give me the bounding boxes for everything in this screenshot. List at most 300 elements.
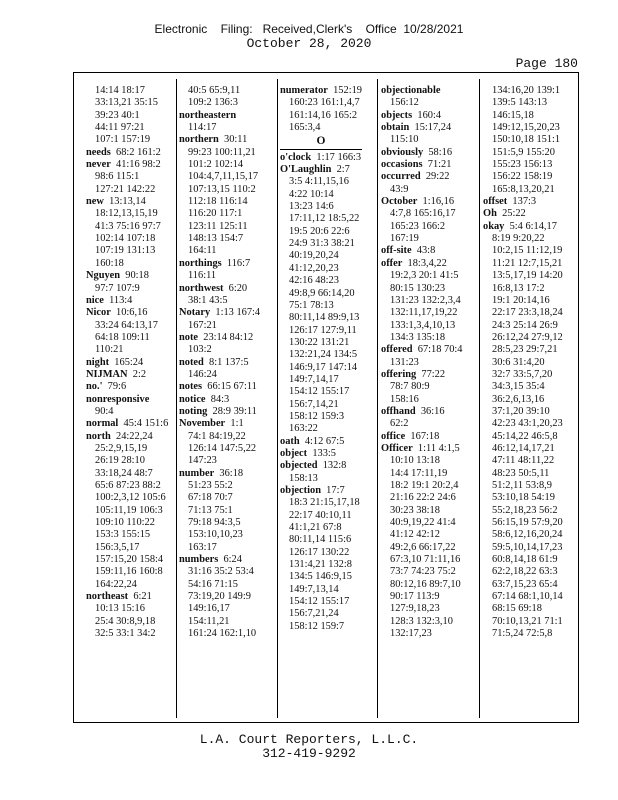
page-line-refs: 40:19,20,24 — [289, 250, 339, 262]
index-word: Nicor — [86, 307, 111, 319]
page-line-refs: 151:5,9 155:20 — [492, 146, 555, 158]
page-line-refs: 34:3,15 35:4 — [492, 381, 545, 393]
page-line-refs: 70:10,13,21 71:1 — [492, 615, 563, 627]
index-word: nonresponsive — [86, 393, 150, 405]
index-entry-continuation — [483, 171, 575, 183]
index-entry-continuation — [381, 529, 477, 541]
page-line-refs: 161:14,16 165:2 — [289, 109, 358, 121]
page-line-refs: 90:17 113:9 — [390, 591, 440, 603]
index-entry-continuation — [280, 411, 376, 423]
index-entry-continuation — [280, 497, 376, 509]
page-line-refs: 78:7 80:9 — [390, 381, 430, 393]
page-line-refs: 25:2,9,15,19 — [95, 442, 148, 454]
page-line-refs: 28:5,23 29:7,21 — [492, 344, 558, 356]
index-entry-continuation — [483, 134, 575, 146]
index-entry-continuation — [381, 394, 477, 406]
page-line-refs: 45:4 151:6 — [118, 418, 169, 430]
page-line-refs: 68:15 69:18 — [492, 603, 542, 615]
index-entry-continuation — [280, 374, 376, 386]
index-word: never — [86, 159, 111, 171]
page-line-refs: 2:7 — [331, 164, 350, 176]
page-line-refs: 133:1,3,4,10,13 — [390, 319, 456, 331]
page-line-refs: 19:2,3 20:1 41:5 — [390, 270, 459, 282]
index-entry-continuation — [86, 468, 174, 480]
page-line-refs: 158:12 159:3 — [289, 410, 345, 422]
index-entry-continuation — [280, 362, 376, 374]
page-line-refs: 156:7,21,24 — [289, 608, 339, 620]
page-line-refs: 155:23 156:13 — [492, 159, 553, 171]
page-line-refs: 100:2,3,12 105:6 — [95, 492, 166, 504]
index-entry-continuation — [86, 283, 174, 295]
index-word: Nguyen — [86, 270, 121, 282]
page-line-refs: 66:15 67:11 — [202, 381, 257, 393]
index-entry-continuation — [179, 505, 273, 517]
index-word: offer — [381, 257, 403, 269]
index-entry-continuation — [179, 603, 273, 615]
page-line-refs: 80:11,14 89:9,13 — [289, 312, 360, 324]
index-entry-continuation — [280, 534, 376, 546]
page-line-refs: 67:18 70:4 — [412, 344, 463, 356]
page-line-refs: 16:8,13 17:2 — [492, 282, 545, 294]
page-line-refs: 115:10 — [390, 134, 419, 146]
index-word: normal — [86, 418, 119, 430]
index-word: numerator — [280, 85, 328, 96]
page-line-refs: 67:3,10 71:11,16 — [390, 554, 461, 566]
index-entry-continuation — [179, 566, 273, 578]
index-entry-continuation — [280, 312, 376, 324]
index-word: Oh — [483, 208, 497, 220]
page-line-refs: 41:12 42:12 — [390, 529, 440, 541]
index-entry-continuation — [179, 492, 273, 504]
index-entry-continuation — [280, 584, 376, 596]
page-line-refs: 160:4 — [412, 109, 442, 121]
index-entry-continuation — [280, 110, 376, 122]
index-entry-continuation — [483, 307, 575, 319]
index-entry-continuation — [483, 270, 575, 282]
page-line-refs: 33:13,21 35:15 — [95, 97, 158, 109]
index-word: noting — [179, 405, 208, 417]
index-entry-continuation — [483, 406, 575, 418]
page-line-refs: 131:4,21 132:8 — [289, 559, 352, 571]
index-entry-continuation — [483, 344, 575, 356]
index-entry-continuation — [483, 245, 575, 257]
page-line-refs: 127:21 142:22 — [95, 183, 156, 195]
page-line-refs: 15:17,24 — [409, 122, 452, 134]
index-entry-continuation — [179, 196, 273, 208]
page-line-refs: 158:16 — [390, 393, 419, 405]
index-entry — [381, 406, 477, 418]
page-line-refs: 74:1 84:19,22 — [188, 430, 246, 442]
page-line-refs: 6:21 — [128, 591, 152, 603]
index-word: occasions — [381, 159, 423, 171]
index-entry — [280, 164, 376, 176]
page-line-refs: 13:23 14:6 — [289, 201, 334, 213]
index-entry — [381, 196, 477, 208]
index-column-5 — [483, 85, 575, 718]
page-line-refs: 1:17 166:3 — [311, 151, 362, 163]
page-line-refs: 42:23 43:1,20,23 — [492, 418, 563, 430]
page-line-refs: 58:6,12,16,20,24 — [492, 529, 563, 541]
page-line-refs: 30:11 — [218, 134, 248, 146]
index-entry-continuation — [86, 320, 174, 332]
page-line-refs: 116:7 — [221, 257, 251, 269]
index-entry-continuation — [381, 208, 477, 220]
index-entry — [86, 394, 174, 406]
index-entry — [86, 147, 174, 159]
page-line-refs: 130:22 131:21 — [289, 336, 350, 348]
index-entry — [86, 591, 174, 603]
index-entry-continuation — [381, 97, 477, 109]
page-line-refs: 36:16 — [415, 405, 445, 417]
index-entry-continuation — [280, 571, 376, 583]
column-divider — [277, 79, 278, 718]
index-word: nice — [86, 294, 104, 306]
page-line-refs: 18:3 21:15,17,18 — [289, 497, 360, 509]
page-line-refs: 147:23 — [188, 455, 217, 467]
page-line-refs: 79:18 94:3,5 — [188, 517, 241, 529]
index-entry-continuation — [381, 357, 477, 369]
page-line-refs: 153:3 155:15 — [95, 529, 151, 541]
page-line-refs: 158:12 159:7 — [289, 620, 345, 632]
page-line-refs: 40:9,19,22 41:4 — [390, 517, 456, 529]
index-entry — [86, 357, 174, 369]
court-reporter-phone: 312-419-9292 — [262, 746, 356, 761]
page-line-refs: 42:16 48:23 — [289, 275, 339, 287]
page-line-refs: 132:21,24 134:5 — [289, 349, 358, 361]
index-entry-continuation — [86, 184, 174, 196]
index-entry-continuation — [483, 97, 575, 109]
index-entry-continuation — [179, 542, 273, 554]
page-line-refs: 149:16,17 — [188, 603, 230, 615]
page-line-refs: 131:23 — [390, 356, 419, 368]
index-entry-continuation — [86, 97, 174, 109]
page-line-refs: 17:7 — [320, 485, 345, 496]
page-line-refs: 10:10 13:18 — [390, 455, 440, 467]
page-line-refs: 54:16 71:15 — [188, 578, 238, 590]
index-entry — [381, 431, 477, 443]
index-entry — [86, 159, 174, 171]
index-entry-continuation — [86, 505, 174, 517]
page-line-refs: 146:15,18 — [492, 109, 534, 121]
index-entry-continuation — [381, 542, 477, 554]
index-entry-continuation — [86, 208, 174, 220]
index-entry — [280, 460, 376, 472]
page-line-refs: 22:17 23:3,18,24 — [492, 307, 563, 319]
page-line-refs: 21:16 22:2 24:6 — [390, 492, 456, 504]
index-entry — [86, 295, 174, 307]
index-entry-continuation — [280, 325, 376, 337]
page-line-refs: 126:14 147:5,22 — [188, 442, 257, 454]
index-entry-continuation — [179, 579, 273, 591]
page-line-refs: 165:24 — [109, 356, 144, 368]
index-entry-continuation — [86, 344, 174, 356]
index-entry-continuation — [179, 147, 273, 159]
page-line-refs: 107:13,15 110:2 — [188, 183, 256, 195]
index-entry-continuation — [381, 554, 477, 566]
page-line-refs: 134:5 146:9,15 — [289, 571, 352, 583]
index-word: off-site — [381, 245, 412, 257]
page-line-refs: 156:12 — [390, 97, 419, 109]
index-entry-continuation — [280, 300, 376, 312]
page-line-refs: 17:11,12 18:5,22 — [289, 213, 360, 225]
page-line-refs: 153:10,10,23 — [188, 529, 243, 541]
page-line-refs: 154:11,21 — [188, 615, 230, 627]
index-word: office — [381, 430, 406, 442]
index-entry-continuation — [483, 159, 575, 171]
index-word: night — [86, 356, 110, 368]
index-entry — [86, 270, 174, 282]
index-entry-continuation — [483, 431, 575, 443]
page-line-refs: 33:18,24 48:7 — [95, 467, 153, 479]
index-entry-continuation — [280, 522, 376, 534]
page-line-refs: 134:16,20 139:1 — [492, 85, 561, 96]
page-line-refs: 4:12 67:5 — [299, 435, 345, 447]
index-entry-continuation — [86, 492, 174, 504]
index-entry-continuation — [483, 455, 575, 467]
page-line-refs: 63:7,15,23 65:4 — [492, 578, 558, 590]
index-word: offering — [381, 368, 417, 380]
page-line-refs: 1:11 4:1,5 — [412, 442, 460, 454]
page-line-refs: 107:19 131:13 — [95, 245, 156, 257]
page-line-refs: 41:16 98:2 — [110, 159, 161, 171]
index-entry-continuation — [179, 208, 273, 220]
index-entry — [179, 332, 273, 344]
page-line-refs: 26:19 28:10 — [95, 455, 145, 467]
index-word: okay — [483, 220, 505, 232]
page-line-refs: 29:22 — [420, 171, 450, 183]
index-word: northeastern — [179, 109, 237, 121]
index-word: notice — [179, 393, 206, 405]
index-entry-continuation — [381, 492, 477, 504]
index-entry — [280, 436, 376, 448]
index-entry-continuation — [280, 559, 376, 571]
index-entry-continuation — [483, 233, 575, 245]
page-line-refs: 67:14 68:1,10,14 — [492, 591, 563, 603]
index-word: occurred — [381, 171, 421, 183]
page-line-refs: 99:23 100:11,21 — [188, 146, 256, 158]
index-entry — [381, 171, 477, 183]
page-line-refs: 131:23 132:2,3,4 — [390, 294, 461, 306]
index-word: northwest — [179, 282, 224, 294]
page-line-refs: 38:1 43:5 — [188, 294, 228, 306]
index-entry-continuation — [86, 517, 174, 529]
index-entry-continuation — [86, 443, 174, 455]
page-line-refs: 46:12,14,17,21 — [492, 442, 555, 454]
index-entry-continuation — [381, 295, 477, 307]
page-line-refs: 22:17 40:10,11 — [289, 509, 352, 521]
index-word: northeast — [86, 591, 129, 603]
index-entry-continuation — [483, 566, 575, 578]
page-line-refs: 90:18 — [120, 270, 149, 282]
index-entry-continuation — [280, 97, 376, 109]
index-entry-continuation — [381, 505, 477, 517]
index-column-2 — [179, 85, 273, 718]
page-line-refs: 18:2 19:1 20:2,4 — [390, 480, 459, 491]
index-entry-continuation — [483, 258, 575, 270]
page-line-refs: 32:5 33:1 34:2 — [95, 628, 156, 640]
index-entry-continuation — [280, 337, 376, 349]
index-word: o'clock — [280, 151, 312, 163]
page-line-refs: 156:22 158:19 — [492, 171, 553, 183]
index-entry-continuation — [280, 263, 376, 275]
page-line-refs: 102:14 107:18 — [95, 233, 156, 245]
page-line-refs: 30:6 31:4,20 — [492, 356, 545, 368]
index-entry-continuation — [179, 369, 273, 381]
index-entry-continuation — [179, 295, 273, 307]
index-entry-continuation — [179, 591, 273, 603]
index-word: Notary — [179, 307, 211, 319]
index-entry-continuation — [179, 184, 273, 196]
index-word: obviously — [381, 146, 424, 158]
page-line-refs: 80:15 130:23 — [390, 282, 446, 294]
page-line-refs: 39:23 40:1 — [95, 109, 140, 121]
index-word: needs — [86, 146, 111, 158]
index-word: objected — [280, 460, 318, 472]
index-word: offhand — [381, 405, 416, 417]
index-entry-continuation — [179, 455, 273, 467]
index-entry — [280, 485, 376, 497]
page-line-refs: 160:23 161:1,4,7 — [289, 97, 360, 109]
index-entry-continuation — [483, 628, 575, 640]
page-line-refs: 49:2,6 66:17,22 — [390, 541, 456, 553]
index-entry-continuation — [86, 221, 174, 233]
page-line-refs: 149:12,15,20,23 — [492, 122, 560, 134]
page-line-refs: 41:3 75:16 97:7 — [95, 220, 161, 232]
index-entry-continuation — [280, 226, 376, 238]
index-entry-continuation — [86, 233, 174, 245]
page-line-refs: 113:4 — [103, 294, 133, 306]
index-word: numbers — [179, 554, 219, 566]
page-line-refs: 14:4 17:11,19 — [390, 467, 448, 479]
index-entry-continuation — [280, 473, 376, 485]
page-line-refs: 123:11 125:11 — [188, 220, 248, 232]
page-line-refs: 36:18 — [214, 467, 244, 479]
index-entry-continuation — [483, 320, 575, 332]
page-line-refs: 4:7,8 165:16,17 — [390, 208, 456, 220]
page-line-refs: 109:2 136:3 — [188, 97, 238, 109]
index-entry-continuation — [280, 596, 376, 608]
index-word: object — [280, 447, 308, 459]
page-line-refs: 154:12 155:17 — [289, 596, 350, 608]
page-line-refs: 164:22,24 — [95, 578, 137, 590]
index-entry-continuation — [179, 221, 273, 233]
page-line-refs: 1:16,16 — [417, 196, 455, 208]
page-line-refs: 44:11 97:21 — [95, 122, 145, 134]
court-reporter-name: L.A. Court Reporters, L.L.C. — [199, 732, 419, 747]
page-line-refs: 163:22 — [289, 423, 318, 435]
index-word: northings — [179, 257, 222, 269]
index-entry-continuation — [86, 579, 174, 591]
index-entry-continuation — [280, 386, 376, 398]
index-entry-continuation — [483, 443, 575, 455]
column-divider — [479, 79, 480, 718]
index-entry-continuation — [381, 307, 477, 319]
index-word: November — [179, 418, 226, 430]
index-entry-continuation — [483, 85, 575, 97]
index-entry — [179, 258, 273, 270]
page-line-refs: 132:11,17,19,22 — [390, 307, 458, 319]
page-line-refs: 110:21 — [95, 344, 124, 356]
page-line-refs: 90:4 — [95, 405, 114, 417]
index-word: new — [86, 196, 104, 208]
index-word: October — [381, 196, 418, 208]
page-line-refs: 156:7,14,21 — [289, 398, 339, 410]
index-word: oath — [280, 435, 300, 447]
index-entry-continuation — [179, 97, 273, 109]
index-entry-continuation — [86, 566, 174, 578]
page-line-refs: 80:11,14 115:6 — [289, 534, 352, 546]
index-entry-continuation — [483, 147, 575, 159]
index-entry-continuation — [381, 233, 477, 245]
index-entry-continuation — [86, 110, 174, 122]
index-entry-continuation — [179, 245, 273, 257]
index-entry — [280, 448, 376, 460]
page-line-refs: 2:2 — [127, 368, 147, 380]
page-line-refs: 75:1 78:13 — [289, 299, 334, 311]
index-entry — [280, 85, 376, 97]
column-divider — [377, 79, 378, 718]
transcript-date: October 28, 2020 — [246, 36, 372, 51]
index-entry — [381, 85, 477, 97]
index-entry-continuation — [280, 250, 376, 262]
index-word: objects — [381, 109, 413, 121]
index-entry-continuation — [179, 628, 273, 640]
page-line-refs: 109:10 110:22 — [95, 517, 155, 529]
index-entry-continuation — [280, 238, 376, 250]
index-entry-continuation — [483, 603, 575, 615]
index-entry-continuation — [280, 621, 376, 633]
index-entry — [381, 344, 477, 356]
index-entry-continuation — [280, 213, 376, 225]
page-line-refs: 139:5 143:13 — [492, 97, 548, 109]
page-line-refs: 62:2,18,22 63:3 — [492, 566, 558, 578]
page-line-refs: 19:5 20:6 22:6 — [289, 225, 350, 237]
index-entry-continuation — [483, 357, 575, 369]
index-entry-continuation — [381, 616, 477, 628]
index-entry — [179, 406, 273, 418]
page-line-refs: 33:24 64:13,17 — [95, 319, 158, 331]
index-entry — [483, 196, 575, 208]
page-line-refs: 10:2,15 11:12,19 — [492, 245, 563, 257]
index-entry-continuation — [280, 122, 376, 134]
page-line-refs: 24:9 31:3 38:21 — [289, 238, 355, 250]
index-column-3 — [280, 85, 376, 718]
index-entry-continuation — [381, 418, 477, 430]
index-entry-continuation — [280, 189, 376, 201]
index-entry-continuation — [381, 381, 477, 393]
page-line-refs: 14:14 18:17 — [95, 85, 145, 96]
page-line-refs: 132:8 — [317, 460, 347, 472]
page-line-refs: 32:7 33:5,7,20 — [492, 368, 553, 380]
page-number: Page 180 — [515, 56, 578, 71]
page-line-refs: 73:7 74:23 75:2 — [390, 566, 456, 578]
page-line-refs: 10:13 15:16 — [95, 603, 145, 615]
page-line-refs: 71:5,24 72:5,8 — [492, 628, 553, 640]
index-entry-continuation — [483, 492, 575, 504]
page-line-refs: 159:11,16 160:8 — [95, 566, 163, 578]
page-line-refs: 104:4,7,11,15,17 — [188, 171, 259, 183]
page-line-refs: 164:11 — [188, 245, 217, 257]
page-line-refs: 84:3 — [205, 393, 230, 405]
page-line-refs: 43:8 — [411, 245, 436, 257]
index-entry — [86, 369, 174, 381]
index-word: northern — [179, 134, 219, 146]
index-entry-continuation — [86, 529, 174, 541]
page-line-refs: 26:12,24 27:9,12 — [492, 331, 563, 343]
index-entry-continuation — [483, 529, 575, 541]
index-word: noted — [179, 356, 204, 368]
index-entry-continuation — [179, 443, 273, 455]
